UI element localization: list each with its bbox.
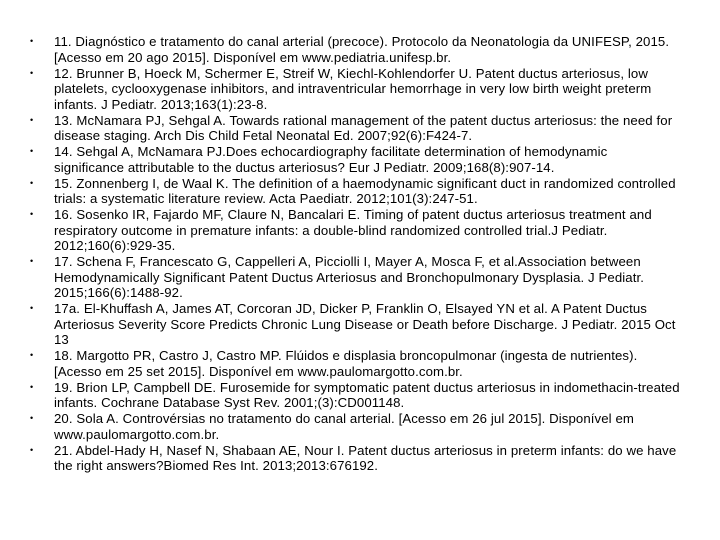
bullet-icon: • [30, 67, 34, 78]
list-item [30, 66, 680, 113]
bullet-icon: • [30, 444, 34, 455]
list-item [30, 254, 680, 301]
reference-text: 12. Brunner B, Hoeck M, Schermer E, Streif W, Kiechl-Kohlendorfer U. Patent ductus arteriosus, low platelets, cyclooxygenase inhibitors, and intraventricular hemorrhage in very low birth weight preterm infants. J Pediatr. 2013;163(1):23-8. [54, 65, 652, 112]
bullet-icon: • [30, 350, 34, 360]
reference-text: 17a. El-Khuffash A, James AT, Corcoran JD, Dicker P, Franklin O, Elsayed YN et al. A Patent Ductus Arteriosus Severity Score Predicts Chronic Lung Disease or Death before Discharge. J Pediatr. 2015 Oct 13 [54, 301, 676, 347]
bullet-icon: • [30, 177, 34, 188]
reference-text: 16. Sosenko IR, Fajardo MF, Claure N, Bancalari E. Timing of patent ductus arteriosus treatment and respiratory outcome in premature infants: a double-blind randomized controlled trial.J Pediatr. 2012;160(6):929-35. [54, 207, 652, 253]
bullet-icon: • [30, 36, 34, 46]
list-item [30, 411, 680, 442]
list-item [30, 443, 680, 474]
list-item [30, 144, 680, 175]
bullet-icon: • [30, 114, 34, 125]
reference-text: 14. Sehgal A, McNamara PJ.Does echocardiography facilitate determination of hemodynamic significance attributable to the ductus arteriosus? Eur J Pediatr. 2009;168(8):907-14. [54, 144, 608, 175]
bullet-icon: • [30, 303, 34, 313]
list-item [30, 176, 680, 207]
bullet-icon: • [30, 209, 34, 219]
list-item [30, 34, 680, 65]
list-item [30, 348, 680, 379]
list-item [30, 207, 680, 254]
list-item [30, 301, 680, 348]
reference-text: 17. Schena F, Francescato G, Cappelleri A, Picciolli I, Mayer A, Mosca F, et al.Association between Hemodynamically Significant Patent Ductus Arteriosus and Bronchopulmonary Dysplasia. J Pediatr. 2015;166(6):1488-92. [54, 254, 645, 300]
bullet-icon: • [30, 381, 34, 392]
reference-text: 18. Margotto PR, Castro J, Castro MP. Flúidos e displasia broncopulmonar (ingesta de nutrientes). [Acesso em 25 set 2015]. Disponível em www.paulomargotto.com.br. [54, 348, 638, 379]
list-item [30, 380, 680, 411]
reference-text: 15. Zonnenberg I, de Waal K. The definition of a haemodynamic significant duct in randomized controlled trials: a systematic literature review. Acta Paediatr. 2012;101(3):247-51. [54, 175, 676, 206]
reference-list [30, 34, 680, 474]
bullet-icon: • [30, 256, 34, 266]
list-item [30, 113, 680, 144]
reference-text: 21. Abdel-Hady H, Nasef N, Shabaan AE, Nour I. Patent ductus arteriosus in preterm infants: do we have the right answers?Biomed Res Int. 2013;2013:676192. [54, 442, 677, 473]
reference-text: 13. McNamara PJ, Sehgal A. Towards rational management of the patent ductus arteriosus: the need for disease staging. Arch Dis Child Fetal Neonatal Ed. 2007;92(6):F424-7. [54, 112, 673, 143]
reference-text: 20. Sola A. Controvérsias no tratamento do canal arterial. [Acesso em 26 jul 2015]. Disponível em www.paulomargotto.com.br. [54, 411, 634, 442]
reference-text: 19. Brion LP, Campbell DE. Furosemide for symptomatic patent ductus arteriosus in indomethacin-treated infants. Cochrane Database Syst Rev. 2001;(3):CD001148. [54, 379, 680, 410]
bullet-icon: • [30, 146, 34, 156]
reference-text: 11. Diagnóstico e tratamento do canal arterial (precoce). Protocolo da Neonatologia da UNIFESP, 2015. [Acesso em 20 ago 2015]. Disponível em www.pediatria.unifesp.br. [54, 34, 670, 65]
bullet-icon: • [30, 413, 34, 423]
